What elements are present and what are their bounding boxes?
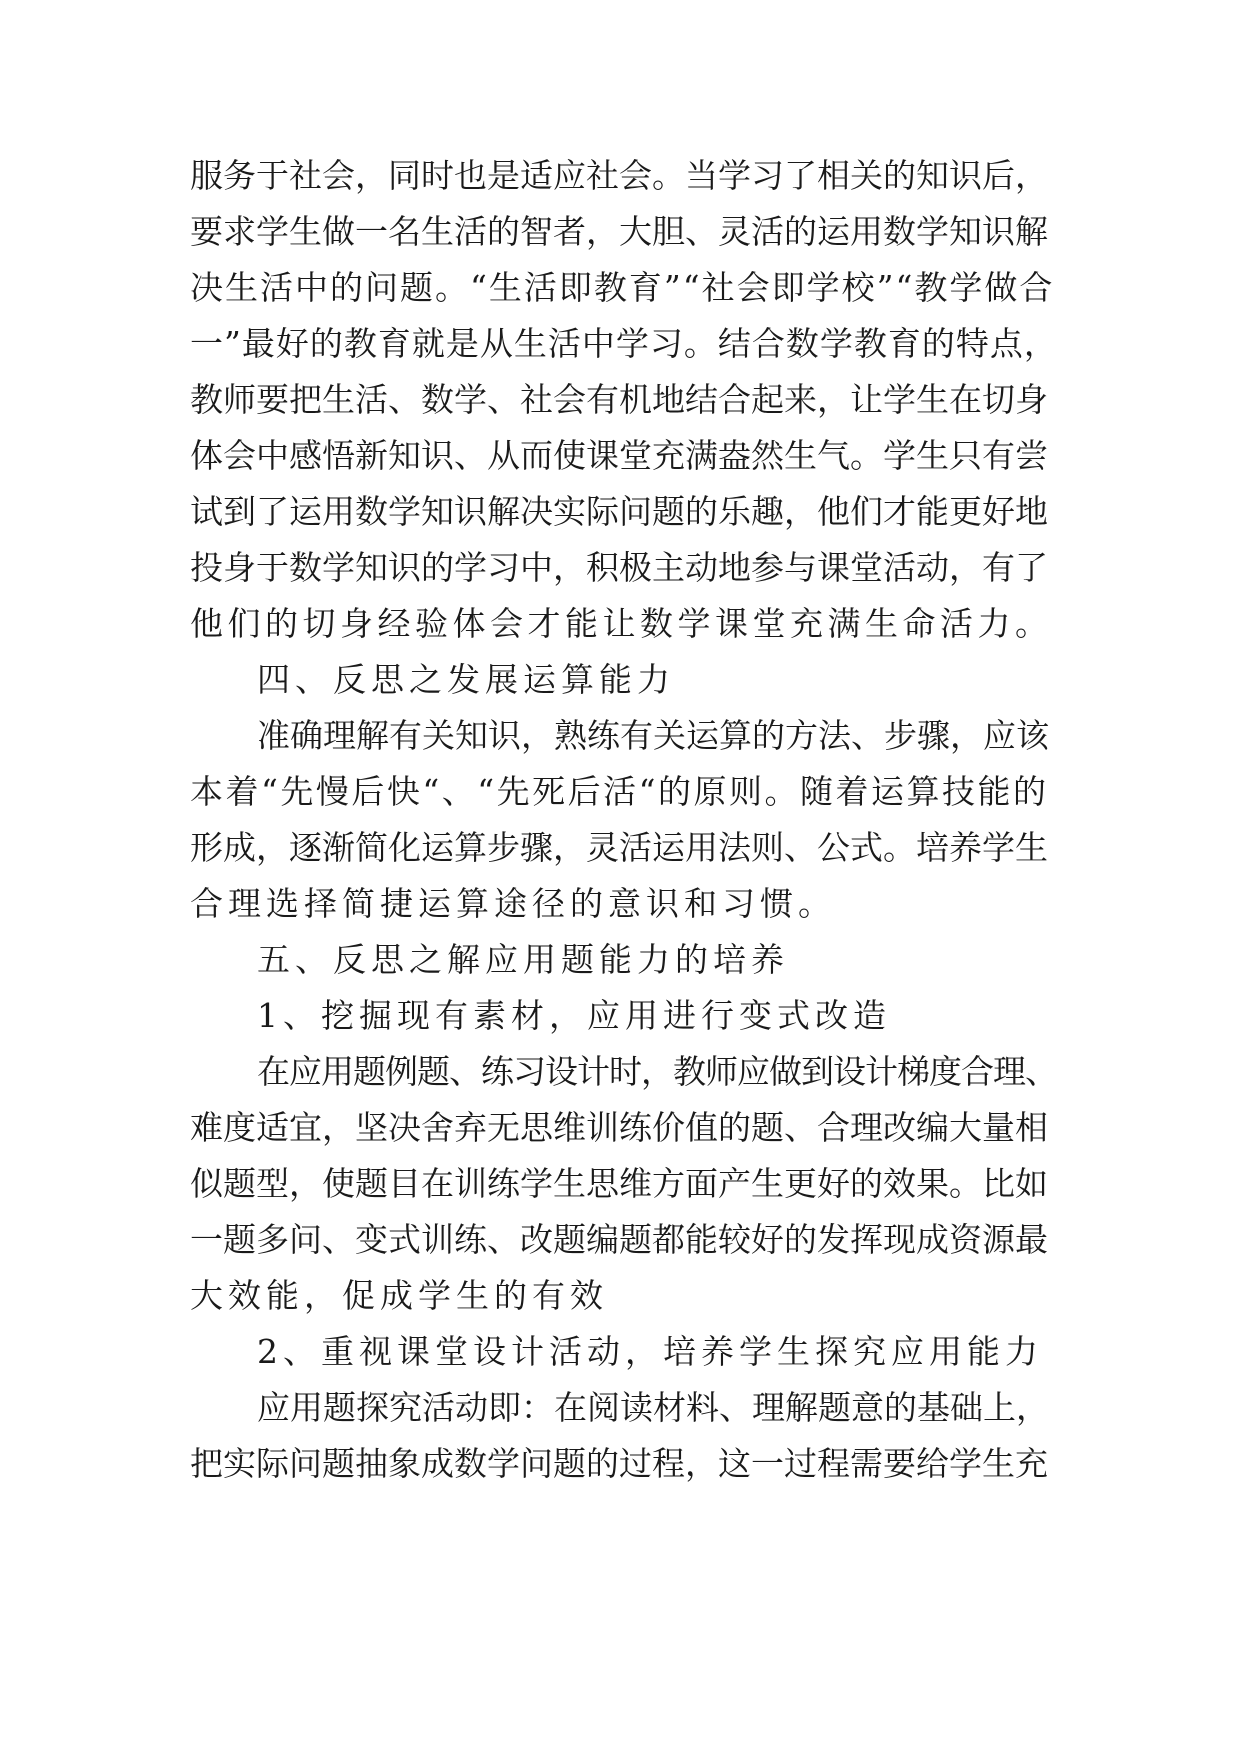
text-line: 要求学生做一名生活的智者，大胆、灵活的运用数学知识解 [190, 212, 1048, 251]
text-line: 应用题探究活动即：在阅读材料、理解题意的基础上， [257, 1388, 1049, 1427]
text-line: 体会中感悟新知识、从而使课堂充满盎然生气。学生只有尝 [190, 436, 1048, 475]
text-line: 在应用题例题、练习设计时，教师应做到设计梯度合理、 [257, 1052, 1057, 1091]
text-line: 准确理解有关知识，熟练有关运算的方法、步骤，应该 [257, 716, 1049, 755]
text-line: 把实际问题抽象成数学问题的过程，这一过程需要给学生充 [190, 1444, 1048, 1483]
section-heading: 四、反思之发展运算能力 [257, 660, 675, 699]
text-line: 似题型，使题目在训练学生思维方面产生更好的效果。比如 [190, 1164, 1048, 1203]
text-line: 试到了运用数学知识解决实际问题的乐趣，他们才能更好地 [190, 492, 1048, 531]
text-line: 教师要把生活、数学、社会有机地结合起来，让学生在切身 [190, 380, 1048, 419]
text-line: 他们的切身经验体会才能让数学课堂充满生命活力。 [190, 604, 1053, 643]
text-line: 决生活中的问题。“生活即教育”“社会即学校”“教学做合 [190, 268, 1055, 307]
section-heading: 五、反思之解应用题能力的培养 [257, 940, 789, 979]
text-line: 形成，逐渐简化运算步骤，灵活运用法则、公式。培养学生 [190, 828, 1048, 867]
text-line: 投身于数学知识的学习中，积极主动地参与课堂活动，有了 [190, 548, 1048, 587]
subsection-heading: 1、挖掘现有素材，应用进行变式改造 [257, 996, 891, 1035]
text-line: 一”最好的教育就是从生活中学习。结合数学教育的特点， [190, 324, 1058, 363]
text-line: 一题多问、变式训练、改题编题都能较好的发挥现成资源最 [190, 1220, 1048, 1259]
text-line: 本着“先慢后快“、“先死后活“的原则。随着运算技能的 [190, 772, 1049, 811]
subsection-heading: 2、重视课堂设计活动，培养学生探究应用能力 [257, 1332, 1043, 1371]
text-line: 大效能，促成学生的有效 [190, 1276, 608, 1315]
text-line: 合理选择简捷运算途径的意识和习惯。 [190, 884, 836, 923]
text-line: 难度适宜，坚决舍弃无思维训练价值的题、合理改编大量相 [190, 1108, 1048, 1147]
text-line: 服务于社会，同时也是适应社会。当学习了相关的知识后， [190, 156, 1048, 195]
